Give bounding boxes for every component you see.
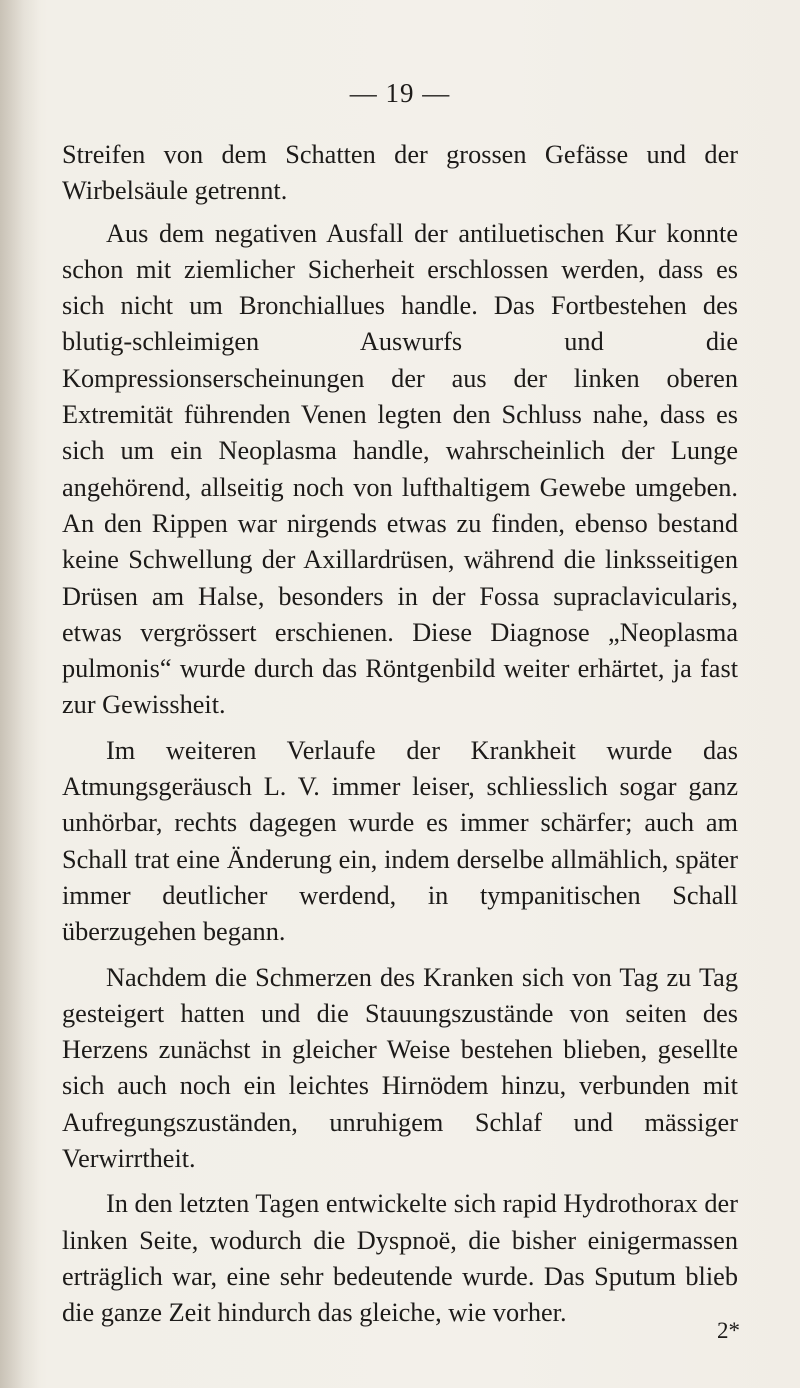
binding-shadow xyxy=(0,0,40,1388)
signature-mark: 2* xyxy=(717,1318,740,1343)
paragraph-2: Aus dem negativen Ausfall der antiluetischen Kur konnte schon mit ziemlicher Sicherheit erschlossen werden, dass es sich nicht um Bronchiallues handle. Das Fortbestehen des blutig-schleimigen Auswurfs und die Kompressionserscheinungen der aus der linken oberen Extremität führenden Venen legten den Schluss nahe, dass es sich um ein Neoplasma handle, wahrscheinlich der Lunge angehörend, allseitig noch von lufthaltigem Gewebe umgeben. An den Rippen war nirgends etwas zu finden, ebenso bestand keine Schwellung der Axillardrüsen, während die linksseitigen Drüsen am Halse, besonders in der Fossa supraclavicularis, etwas vergrössert erschienen. Diese Diagnose „Neoplasma pulmonis“ wurde durch das Röntgenbild weiter erhärtet, ja fast zur Gewissheit. xyxy=(62,218,738,720)
paragraph-5: In den letzten Tagen entwickelte sich rapid Hydrothorax der linken Seite, wodurch die Dyspnoë, die bisher einigermassen erträglich war, eine sehr bedeutende wurde. Das Sputum blieb die ganze Zeit hindurch das gleiche, wie vorher. xyxy=(62,1189,738,1328)
paragraph-1: Streifen von dem Schatten der grossen Gefässe und der Wirbelsäule getrennt. xyxy=(62,140,738,206)
paragraph-4: Nachdem die Schmerzen des Kranken sich von Tag zu Tag gesteigert hatten und die Stauungszustände von seiten des Herzens zunächst in gleicher Weise bestehen blieben, gesellte sich auch noch ein leichtes Hirnödem hinzu, verbunden mit Aufregungszuständen, unruhigem Schlaf und mässiger Verwirrtheit. xyxy=(62,962,738,1174)
paragraph-3: Im weiteren Verlaufe der Krankheit wurde das Atmungsgeräusch L. V. immer leiser, schliesslich sogar ganz unhörbar, rechts dagegen wurde es immer schärfer; auch am Schall trat eine Änderung ein, indem derselbe allmählich, später immer deutlicher werdend, in tympanitischen Schall überzugehen begann. xyxy=(62,735,738,947)
page-number: — 19 — xyxy=(349,78,451,108)
body-text xyxy=(62,137,738,1332)
